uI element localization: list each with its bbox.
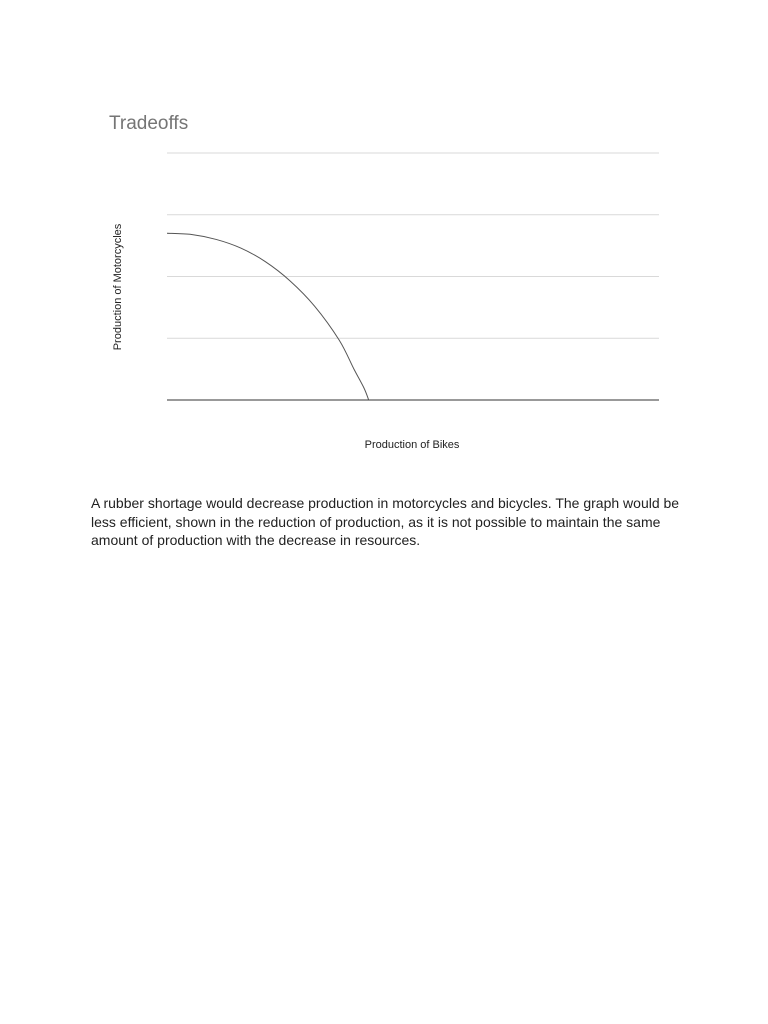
body-paragraph: A rubber shortage would decrease production in motorcycles and bicycles. The graph would be less efficient, shown in the reduction of production, as it is not possible to maintain the same amount of production with the decrease in resources.: [91, 495, 680, 548]
ppf-curve-line: [167, 233, 369, 400]
x-axis-label: Production of Bikes: [364, 439, 460, 451]
chart-title: Tradeoffs: [109, 113, 189, 134]
grid-lines: [167, 153, 659, 338]
y-axis-label: Production of Motorcycles: [112, 223, 124, 351]
series-layer: [167, 233, 369, 400]
